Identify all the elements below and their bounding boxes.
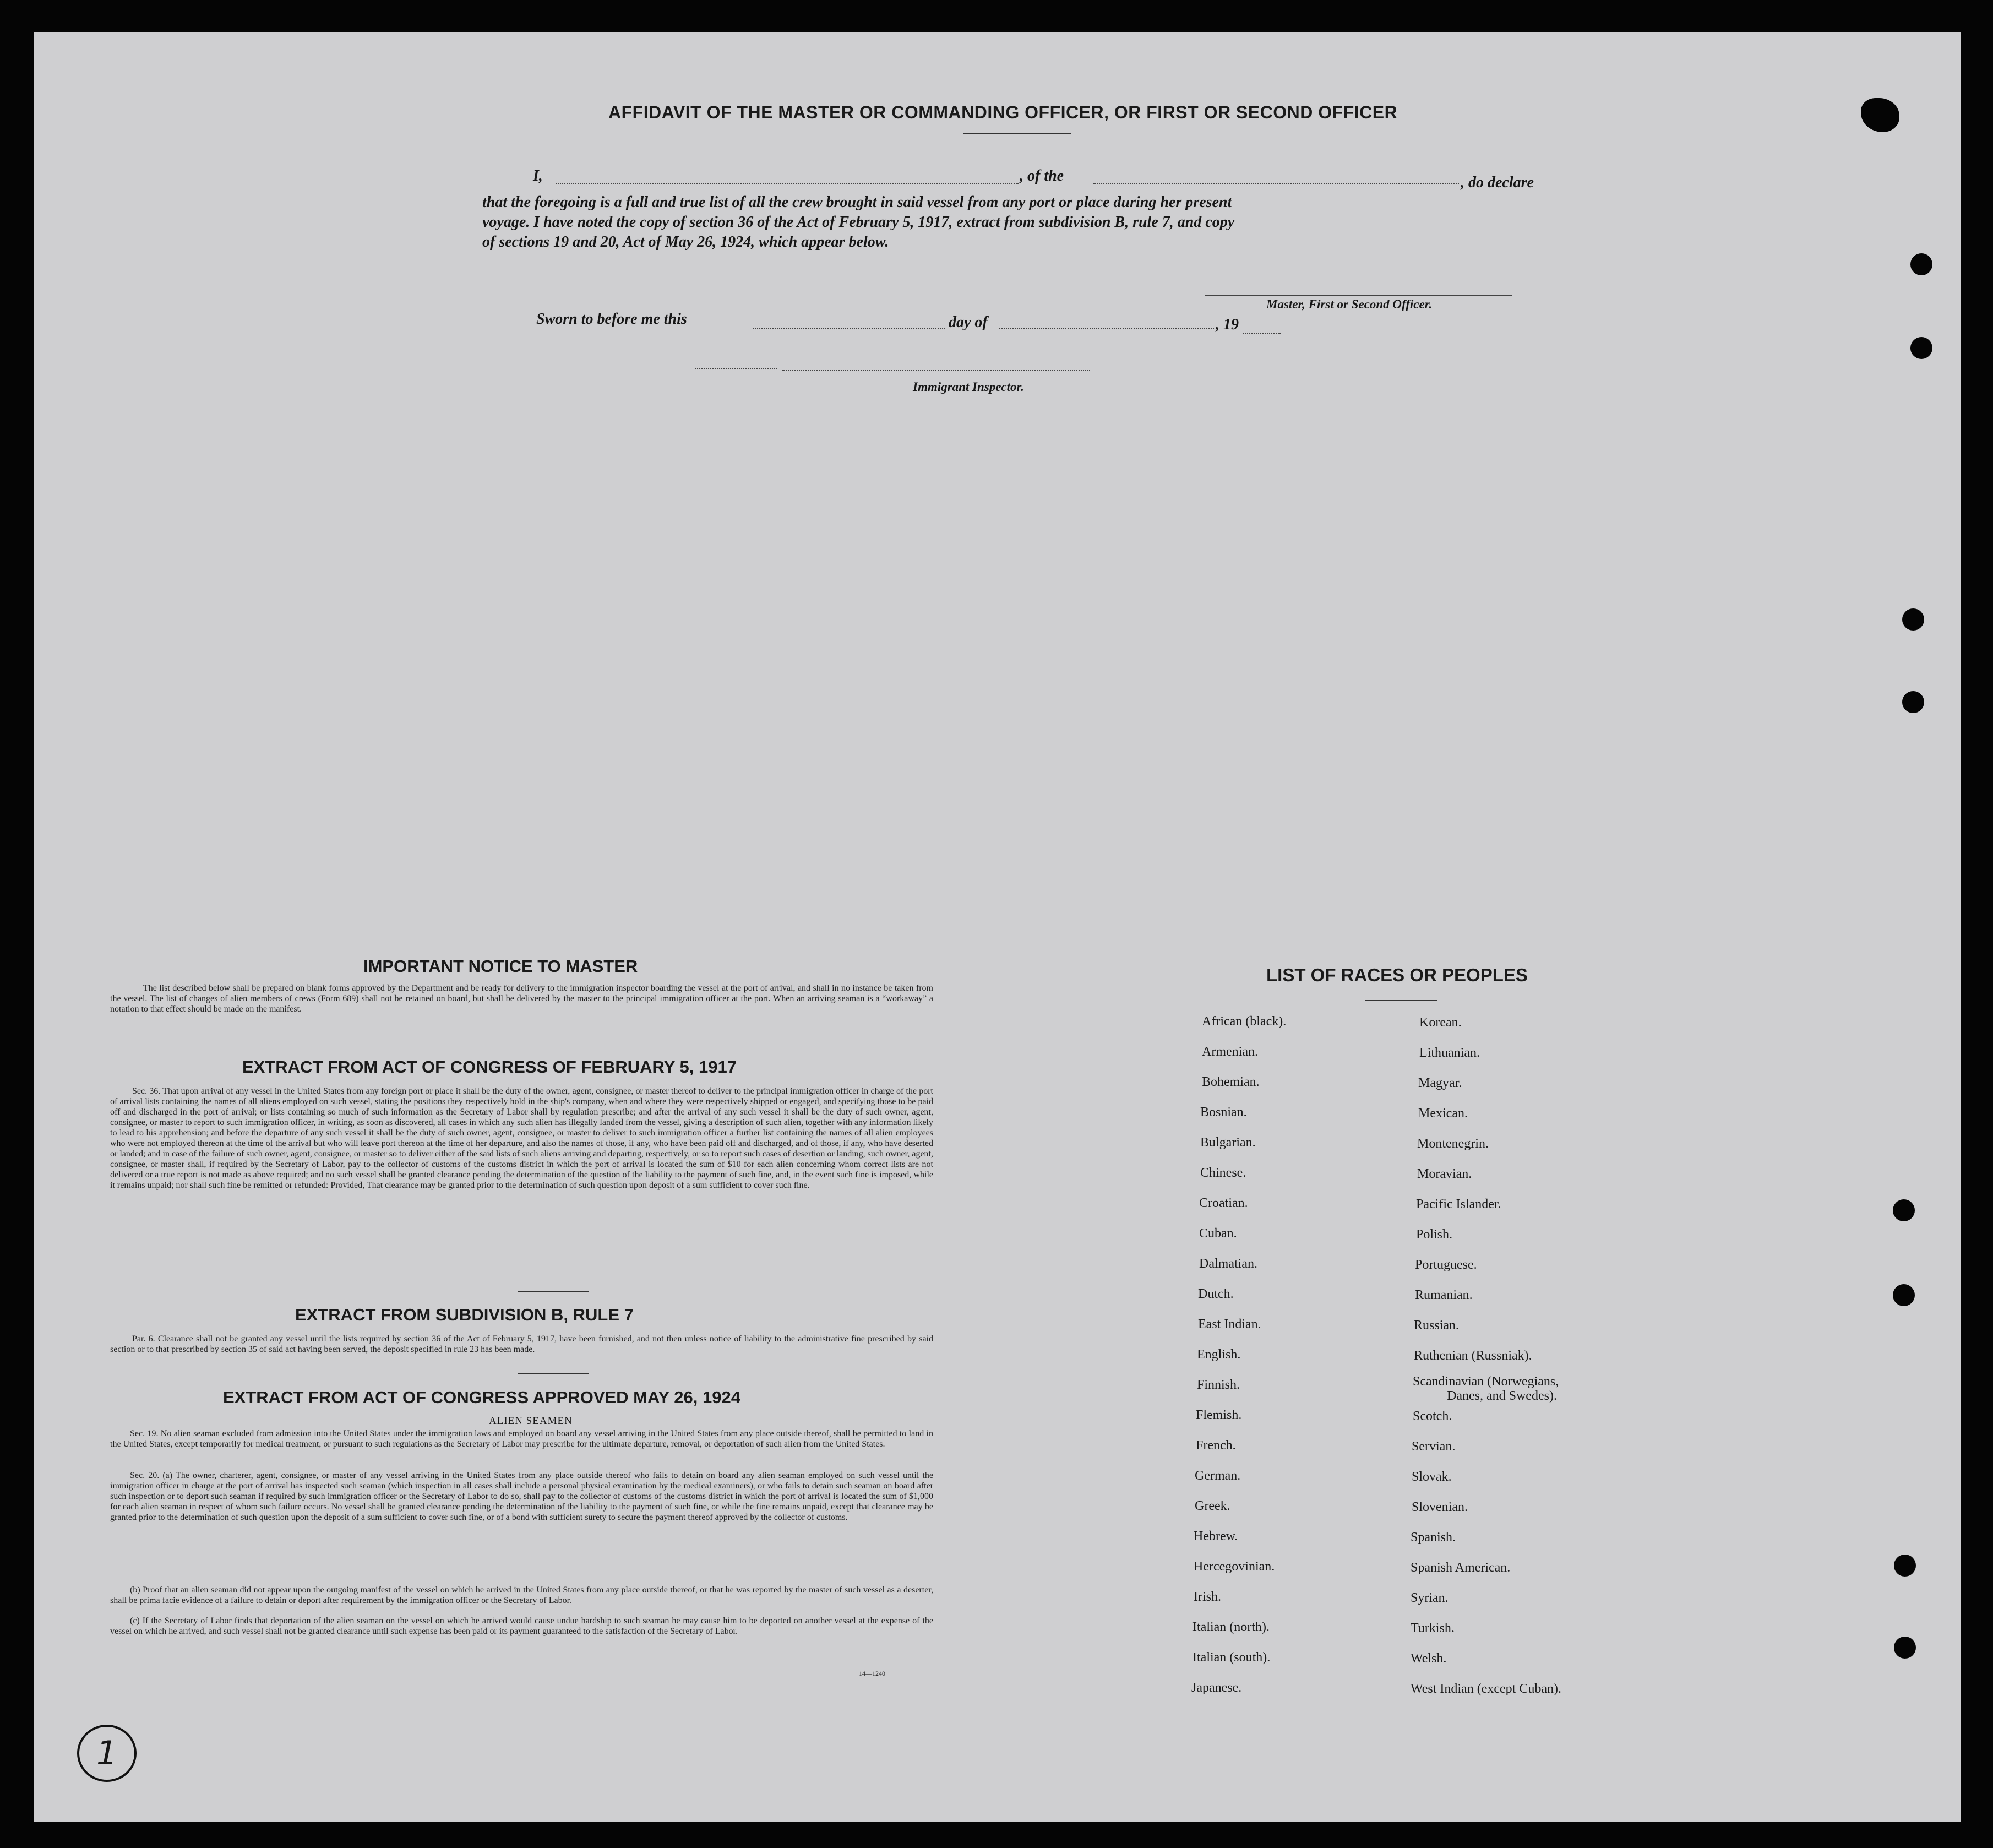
sec-19-text: Sec. 19. No alien seaman excluded from admission into the United States under the immigration laws and employed on board any vessel arriving in the United States from any place outside thereof, shall be permitted to land in the United States, except temporarily for medical treatment, or pursuant to such regulations as the Secretary of Labor may prescribe for the ultimate departure, removal, or deportation of such alien from the United States. bbox=[110, 1429, 933, 1449]
race-item: Moravian. bbox=[1417, 1167, 1472, 1181]
i-label: I, bbox=[533, 167, 543, 184]
race-item: Mexican. bbox=[1418, 1106, 1468, 1121]
race-item: Dutch. bbox=[1198, 1287, 1234, 1301]
race-item: Pacific Islander. bbox=[1416, 1197, 1501, 1211]
races-title: LIST OF RACES OR PEOPLES bbox=[1266, 965, 1528, 985]
race-item: Portuguese. bbox=[1415, 1258, 1477, 1272]
sec-20b-text: (b) Proof that an alien seaman did not appear upon the outgoing manifest of the vessel on which he arrived in the United States from any place outside thereof, or that he was reported by the master of such vessel as a deserter, shall be prima facie evidence of a failure to detain or deport after requirement by the immigration officer or the Secretary of Labor. bbox=[110, 1585, 933, 1605]
punch-hole bbox=[1893, 1284, 1915, 1306]
punch-hole bbox=[1902, 691, 1924, 713]
punch-hole bbox=[1893, 1199, 1915, 1221]
race-item: Korean. bbox=[1419, 1015, 1462, 1030]
subdivision-text: Par. 6. Clearance shall not be granted any vessel until the lists required by section 36 of the Act of February 5, 1917, have been furnished, and not then unless notice of liability to the administrative fine prescribed by said section or to that prescribed by section 35 of said act having been served, the deposit specified in rule 23 has been made. bbox=[110, 1334, 933, 1354]
extract-1924-title: EXTRACT FROM ACT OF CONGRESS APPROVED MAY 26, 1924 bbox=[223, 1388, 740, 1407]
race-item: Hebrew. bbox=[1194, 1529, 1238, 1543]
race-item: Bohemian. bbox=[1202, 1075, 1260, 1089]
race-item: Armenian. bbox=[1202, 1045, 1258, 1059]
name-blank bbox=[556, 183, 1019, 184]
race-item: German. bbox=[1195, 1469, 1241, 1483]
year-blank bbox=[1243, 333, 1281, 334]
master-caption: Master, First or Second Officer. bbox=[1266, 297, 1433, 311]
subdivision-title: EXTRACT FROM SUBDIVISION B, RULE 7 bbox=[295, 1305, 634, 1324]
race-item: Polish. bbox=[1416, 1227, 1453, 1242]
race-item: Italian (north). bbox=[1192, 1620, 1270, 1634]
master-signature-line bbox=[1205, 295, 1512, 296]
race-item: East Indian. bbox=[1198, 1317, 1261, 1331]
day-of-label: day of bbox=[949, 314, 988, 331]
punch-hole bbox=[1902, 608, 1924, 631]
punch-hole bbox=[1894, 1555, 1916, 1577]
race-item: Croatian. bbox=[1199, 1196, 1248, 1210]
punch-hole bbox=[1894, 1637, 1916, 1659]
inspector-signature-line-2 bbox=[782, 370, 1090, 371]
race-item: Ruthenian (Russniak). bbox=[1414, 1349, 1532, 1363]
circled-page-mark bbox=[77, 1725, 137, 1782]
race-item: Japanese. bbox=[1191, 1681, 1242, 1695]
affidavit-line-4: of sections 19 and 20, Act of May 26, 1924, which appear below. bbox=[482, 233, 889, 251]
affidavit-line-3: voyage. I have noted the copy of section 36 of the Act of February 5, 1917, extract from subdivision B, rule 7, and copy bbox=[482, 214, 1235, 231]
race-item: Scandinavian (Norwegians, bbox=[1413, 1374, 1559, 1389]
race-item: Slovenian. bbox=[1412, 1500, 1468, 1514]
races-title-underline bbox=[1365, 1000, 1437, 1001]
affidavit-line-2: that the foregoing is a full and true list of all the crew brought in said vessel from any port or place during her present bbox=[482, 194, 1232, 211]
race-item: Irish. bbox=[1194, 1590, 1221, 1604]
race-item: West Indian (except Cuban). bbox=[1411, 1682, 1561, 1696]
notice-title: IMPORTANT NOTICE TO MASTER bbox=[363, 956, 638, 976]
vessel-blank bbox=[1093, 183, 1459, 184]
race-item: Bosnian. bbox=[1200, 1105, 1247, 1119]
race-item: Magyar. bbox=[1418, 1076, 1462, 1090]
race-item: Dalmatian. bbox=[1199, 1257, 1257, 1271]
form-number: 14—1240 bbox=[859, 1670, 885, 1677]
race-item: Cuban. bbox=[1199, 1226, 1237, 1241]
document-page bbox=[34, 32, 1961, 1822]
punch-hole bbox=[1910, 253, 1932, 275]
declare-label: , do declare bbox=[1461, 174, 1534, 191]
inspector-signature-line bbox=[695, 368, 777, 369]
race-item: Bulgarian. bbox=[1200, 1135, 1256, 1150]
of-the-label: , of the bbox=[1020, 167, 1064, 184]
sworn-label: Sworn to before me this bbox=[536, 311, 687, 328]
race-item: Montenegrin. bbox=[1417, 1137, 1489, 1151]
race-item: Hercegovinian. bbox=[1194, 1559, 1275, 1574]
race-item: English. bbox=[1197, 1347, 1241, 1362]
race-item: Russian. bbox=[1414, 1318, 1460, 1333]
race-item: Welsh. bbox=[1411, 1651, 1447, 1666]
day-blank bbox=[753, 328, 945, 329]
section-divider bbox=[518, 1291, 589, 1292]
alien-seamen-subtitle: ALIEN SEAMEN bbox=[489, 1415, 573, 1427]
punch-hole bbox=[1910, 337, 1932, 359]
race-item: Spanish American. bbox=[1411, 1561, 1511, 1575]
race-item: African (black). bbox=[1202, 1014, 1287, 1029]
race-item: Lithuanian. bbox=[1419, 1046, 1480, 1060]
year-label: , 19 bbox=[1216, 316, 1239, 333]
affidavit-title: AFFIDAVIT OF THE MASTER OR COMMANDING OFFICER, OR FIRST OR SECOND OFFICER bbox=[608, 102, 1398, 122]
race-item: Chinese. bbox=[1200, 1166, 1246, 1180]
race-item: Italian (south). bbox=[1192, 1650, 1271, 1665]
race-item: Servian. bbox=[1412, 1439, 1456, 1454]
month-blank bbox=[999, 328, 1214, 329]
page-number: 1 bbox=[96, 1734, 118, 1773]
race-item: Slovak. bbox=[1412, 1470, 1452, 1484]
section-divider-2 bbox=[518, 1373, 589, 1374]
extract-1917-text: Sec. 36. That upon arrival of any vessel in the United States from any foreign port or place it shall be the duty of the owner, agent, consignee, or master thereof to deliver to the principal immigration officer in charge of the port of arrival lists containing the names of all aliens employed on such vessel, stating the positions they respectively hold in the ship's company, when and where they were respectively shipped or engaged, and specifying those to be paid off and discharged in the port of arrival; or lists containing so much of such information as the Secretary of Labor shall by regulation prescribe; and after the arrival of any such vessel it shall be the duty of such owner, agent, consignee, or master to report to such immigration officer, in writing, as soon as discovered, all cases in which any such alien has illegally landed from the vessel, giving a description of such alien, together with any information likely to lead to his apprehension; and before the departure of any such vessel it shall be the duty of such owner, agent, consignee, or master to deliver to such immigration officer a further list containing the names of all alien employees who were not employed thereon at the time of the arrival but who will leave port thereon at the time of her departure, and also the names of those, if any, who have been paid off and discharged, and of those, if any, who have deserted or landed; and in case of the failure of such owner, agent, consignee, or master so to deliver either of the said lists of such aliens arriving and departing, respectively, or so to report such cases of desertion or landing, such owner, agent, consignee, or master shall, if required by the Secretary of Labor, pay to the collector of customs of the customs district in which the port of arrival is located the sum of $10 for each alien concerning whom correct lists are not delivered or a true report is not made as above required; and no such vessel shall be granted clearance pending the determination of the question of the liability to the payment of such fine, and, in the event such fine is imposed, while it remains unpaid; nor shall such fine be remitted or refunded: Provided, That clearance may be granted prior to the determination of such question upon deposit of a sum sufficient to cover such fine. bbox=[110, 1086, 933, 1190]
race-item: Finnish. bbox=[1197, 1378, 1240, 1392]
race-item: Greek. bbox=[1195, 1499, 1230, 1513]
race-item: Flemish. bbox=[1196, 1408, 1242, 1422]
extract-1917-title: EXTRACT FROM ACT OF CONGRESS OF FEBRUARY 5, 1917 bbox=[242, 1057, 737, 1077]
inspector-caption: Immigrant Inspector. bbox=[913, 380, 1024, 394]
race-item: Rumanian. bbox=[1415, 1288, 1473, 1302]
title-underline bbox=[963, 133, 1071, 134]
sec-20a-text: Sec. 20. (a) The owner, charterer, agent, consignee, or master of any vessel arriving in the United States from any place outside thereof who fails to detain on board any alien seaman employed on such vessel until the immigration officer in charge at the port of arrival has inspected such seaman (which inspection in all cases shall include a personal physical examination by the medical examiners), or who fails to detain such seaman on board after such inspection or to deport such seaman if required by such immigration officer or the Secretary of Labor to do so, shall pay to the collector of customs of the customs district in which the port of arrival is located the sum of $1,000 for each alien seaman in respect of whom such failure occurs. No vessel shall be granted clearance pending the determination of the liability to the payment of such fine, or while the fine remains unpaid, except that clearance may be granted prior to the determination of such question upon the deposit of a sum sufficient to cover such fine, or of a bond with sufficient surety to secure the payment thereof approved by the collector of customs. bbox=[110, 1471, 933, 1522]
race-item: Scotch. bbox=[1413, 1409, 1452, 1423]
sec-20c-text: (c) If the Secretary of Labor finds that deportation of the alien seaman on the vessel on which he arrived would cause undue hardship to such seaman he may cause him to be deported on another vessel at the expense of the vessel on which he arrived, and such vessel shall not be granted clearance until such expense has been paid or its payment guaranteed to the satisfaction of the Secretary of Labor. bbox=[110, 1616, 933, 1636]
race-item: French. bbox=[1196, 1438, 1236, 1453]
notice-text: The list described below shall be prepared on blank forms approved by the Department and be ready for delivery to the immigration inspector boarding the vessel at the port of arrival, and shall in no instance be taken from the vessel. The list of changes of alien members of crews (Form 689) shall not be retained on board, but shall be delivered by the master to the principal immigration officer at the port. When an arriving seaman is a “workaway” a notation to that effect should be made on the manifest. bbox=[110, 983, 933, 1014]
race-item: Spanish. bbox=[1411, 1530, 1456, 1545]
race-item: Danes, and Swedes). bbox=[1447, 1389, 1557, 1403]
race-item: Syrian. bbox=[1411, 1591, 1449, 1605]
race-item: Turkish. bbox=[1411, 1621, 1455, 1635]
